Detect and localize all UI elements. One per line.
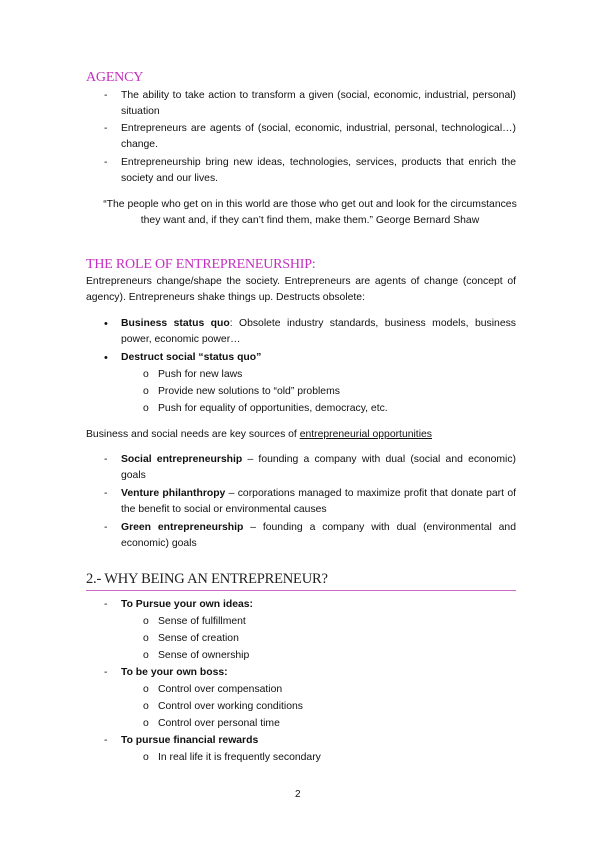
- sub-list-item: [143, 401, 516, 417]
- list-item: [104, 350, 516, 366]
- sub-item-text: In real life it is frequently secondary: [158, 752, 321, 763]
- dash-marker: -: [104, 522, 108, 533]
- circle-marker: o: [143, 633, 149, 644]
- dash-marker: -: [104, 488, 108, 499]
- list-item-text: Social entrepreneurship – founding a company with dual (social and economic) goals: [121, 454, 517, 481]
- group-title: To Pursue your own ideas:: [121, 599, 254, 610]
- heading-underline: [86, 590, 516, 591]
- agency-heading: AGENCY: [86, 70, 144, 85]
- circle-marker: o: [143, 684, 149, 695]
- list-item-text: Venture philanthropy – corporations managed to maximize profit that donate part of the benefit to social or environmental causes: [121, 488, 516, 515]
- sub-item-text: Push for equality of opportunities, democracy, etc.: [158, 403, 388, 414]
- dash-marker: -: [104, 599, 108, 610]
- list-item: [104, 155, 516, 187]
- why-heading: 2.- WHY BEING AN ENTREPRENEUR?: [86, 571, 328, 587]
- circle-marker: o: [143, 369, 149, 380]
- sub-list-item: [143, 367, 516, 383]
- sub-list-item: [143, 384, 516, 400]
- list-item-text: Green entrepreneurship – founding a company with dual (environmental and economic) goals: [121, 522, 516, 549]
- dash-marker: -: [104, 735, 108, 746]
- circle-marker: o: [143, 650, 149, 661]
- list-item-text: Entrepreneurship bring new ideas, technologies, services, products that enrich the society and our lives.: [121, 157, 516, 184]
- circle-marker: o: [143, 616, 149, 627]
- list-item: [104, 452, 516, 484]
- opportunities-underlined: entrepreneurial opportunities: [299, 429, 432, 440]
- role-heading: THE ROLE OF ENTREPRENEURSHIP:: [86, 257, 316, 272]
- sub-item-text: Sense of ownership: [158, 650, 250, 661]
- circle-marker: o: [143, 701, 149, 712]
- list-item: [104, 486, 516, 518]
- sub-item-text: Control over working conditions: [158, 701, 303, 712]
- list-item: [104, 520, 516, 552]
- page-number: 2: [295, 789, 301, 800]
- circle-marker: o: [143, 752, 149, 763]
- group-title: To pursue financial rewards: [121, 735, 259, 746]
- sub-list-item: [143, 699, 516, 715]
- circle-marker: o: [143, 718, 149, 729]
- sub-item-text: Sense of creation: [158, 633, 239, 644]
- sub-list-item: [143, 750, 516, 766]
- dash-marker: -: [104, 123, 108, 134]
- list-item: [104, 316, 516, 348]
- needs-paragraph: Business and social needs are key sources of entrepreneurial opportunities: [86, 429, 432, 440]
- list-item: [104, 665, 516, 681]
- circle-marker: o: [143, 386, 149, 397]
- sub-item-text: Sense of fulfillment: [158, 616, 246, 627]
- sub-item-text: Control over compensation: [158, 684, 283, 695]
- list-item: [104, 597, 516, 613]
- sub-list-item: [143, 682, 516, 698]
- dash-marker: -: [104, 454, 108, 465]
- bullet-marker: •: [104, 318, 108, 330]
- dash-marker: -: [104, 667, 108, 678]
- role-intro: Entrepreneurs change/shape the society. Entrepreneurs are agents of change (concept of agency). Entrepreneurs shake things up. Destructs obsolete:: [86, 276, 516, 303]
- sub-item-text: Control over personal time: [158, 718, 280, 729]
- sub-list-item: [143, 614, 516, 630]
- bullet-marker: •: [104, 352, 108, 364]
- sub-list-item: [143, 716, 516, 732]
- list-item-text: Entrepreneurs are agents of (social, economic, industrial, personal, technological…) change.: [121, 123, 516, 150]
- circle-marker: o: [143, 403, 149, 414]
- dash-marker: -: [104, 90, 108, 101]
- sub-item-text: Provide new solutions to “old” problems: [158, 386, 340, 397]
- dash-marker: -: [104, 157, 108, 168]
- sub-list-item: [143, 648, 516, 664]
- list-item-text: The ability to take action to transform a given (social, economic, industrial, personal) situation: [121, 90, 516, 117]
- shaw-quote: “The people who get on in this world are those who get out and look for the circumstances they want and, if they can’t find them, make them.” George Bernard Shaw: [103, 199, 517, 226]
- list-item: [104, 88, 516, 120]
- list-item: [104, 733, 516, 749]
- list-item-text: Business status quo: Obsolete industry standards, business models, business power, economic power…: [121, 318, 516, 345]
- sub-item-text: Push for new laws: [158, 369, 243, 380]
- list-item: [104, 121, 516, 153]
- group-title: To be your own boss:: [121, 667, 228, 678]
- sub-list-item: [143, 631, 516, 647]
- list-item-text: Destruct social “status quo”: [121, 352, 262, 363]
